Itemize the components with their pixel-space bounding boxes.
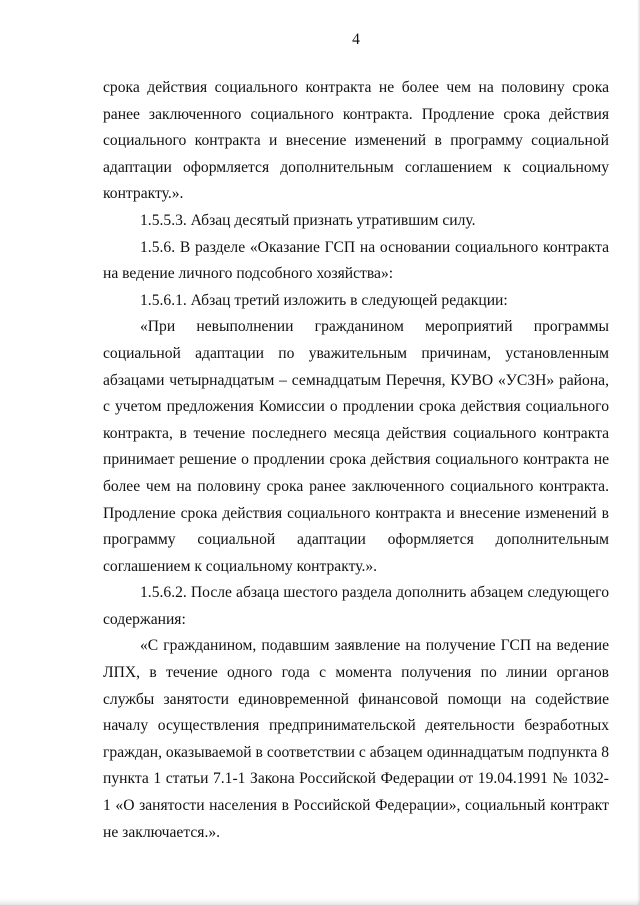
paragraph-quote-2: «С гражданином, подавшим заявление на получение ГСП на ведение ЛПХ, в течение одного года с момента получения по линии органов службы занятости единовременной финансовой помощи на содействие началу осуществления предпринимательской деятельности безработных граждан, оказываемой в соответствии с абзацем одиннадцатым подпункта 8 пункта 1 статьи 7.1-1 Закона Российской Федерации от 19.04.1991 № 1032-1 «О занятости населения в Российской Федерации», социальный контракт не заключается.». [103,637,609,841]
paragraph-1-5-5-3: 1.5.5.3. Абзац десятый признать утратившим силу. [140,211,476,229]
paragraph-1-5-6: 1.5.6. В разделе «Оказание ГСП на основании социального контракта на ведение личного подсобного хозяйства»: [103,238,609,283]
document-body [103,75,609,846]
paragraph-1-5-6-1: 1.5.6.1. Абзац третий изложить в следующей редакции: [140,291,508,309]
paragraph-quote-1: «При невыполнении гражданином мероприятий программы социальной адаптации по уважительным причинам, установленным абзацами четырнадцатым – семнадцатым Перечня, КУВО «УСЗН» района, с учетом предложения Комиссии о продлении срока действия социального контракта, в течение последнего месяца действия социального контракта принимает решение о продлении срока действия социального контракта не более чем на половину срока ранее заключенного социального контракта. Продление срока действия социального контракта и внесение изменений в программу социальной адаптации оформляется дополнительным соглашением к социальному контракту.». [103,318,609,575]
scan-shadow-bottom [0,899,640,905]
paragraph-continuation: срока действия социального контракта не более чем на половину срока ранее заключенного социального контракта. Продление срока действия социального контракта и внесение изменений в программу социальной адаптации оформляется дополнительным соглашением к социальному контракту.». [103,79,609,203]
paragraph-1-5-6-2: 1.5.6.2. После абзаца шестого раздела дополнить абзацем следующего содержания: [103,584,609,628]
page-number: 4 [352,31,360,48]
